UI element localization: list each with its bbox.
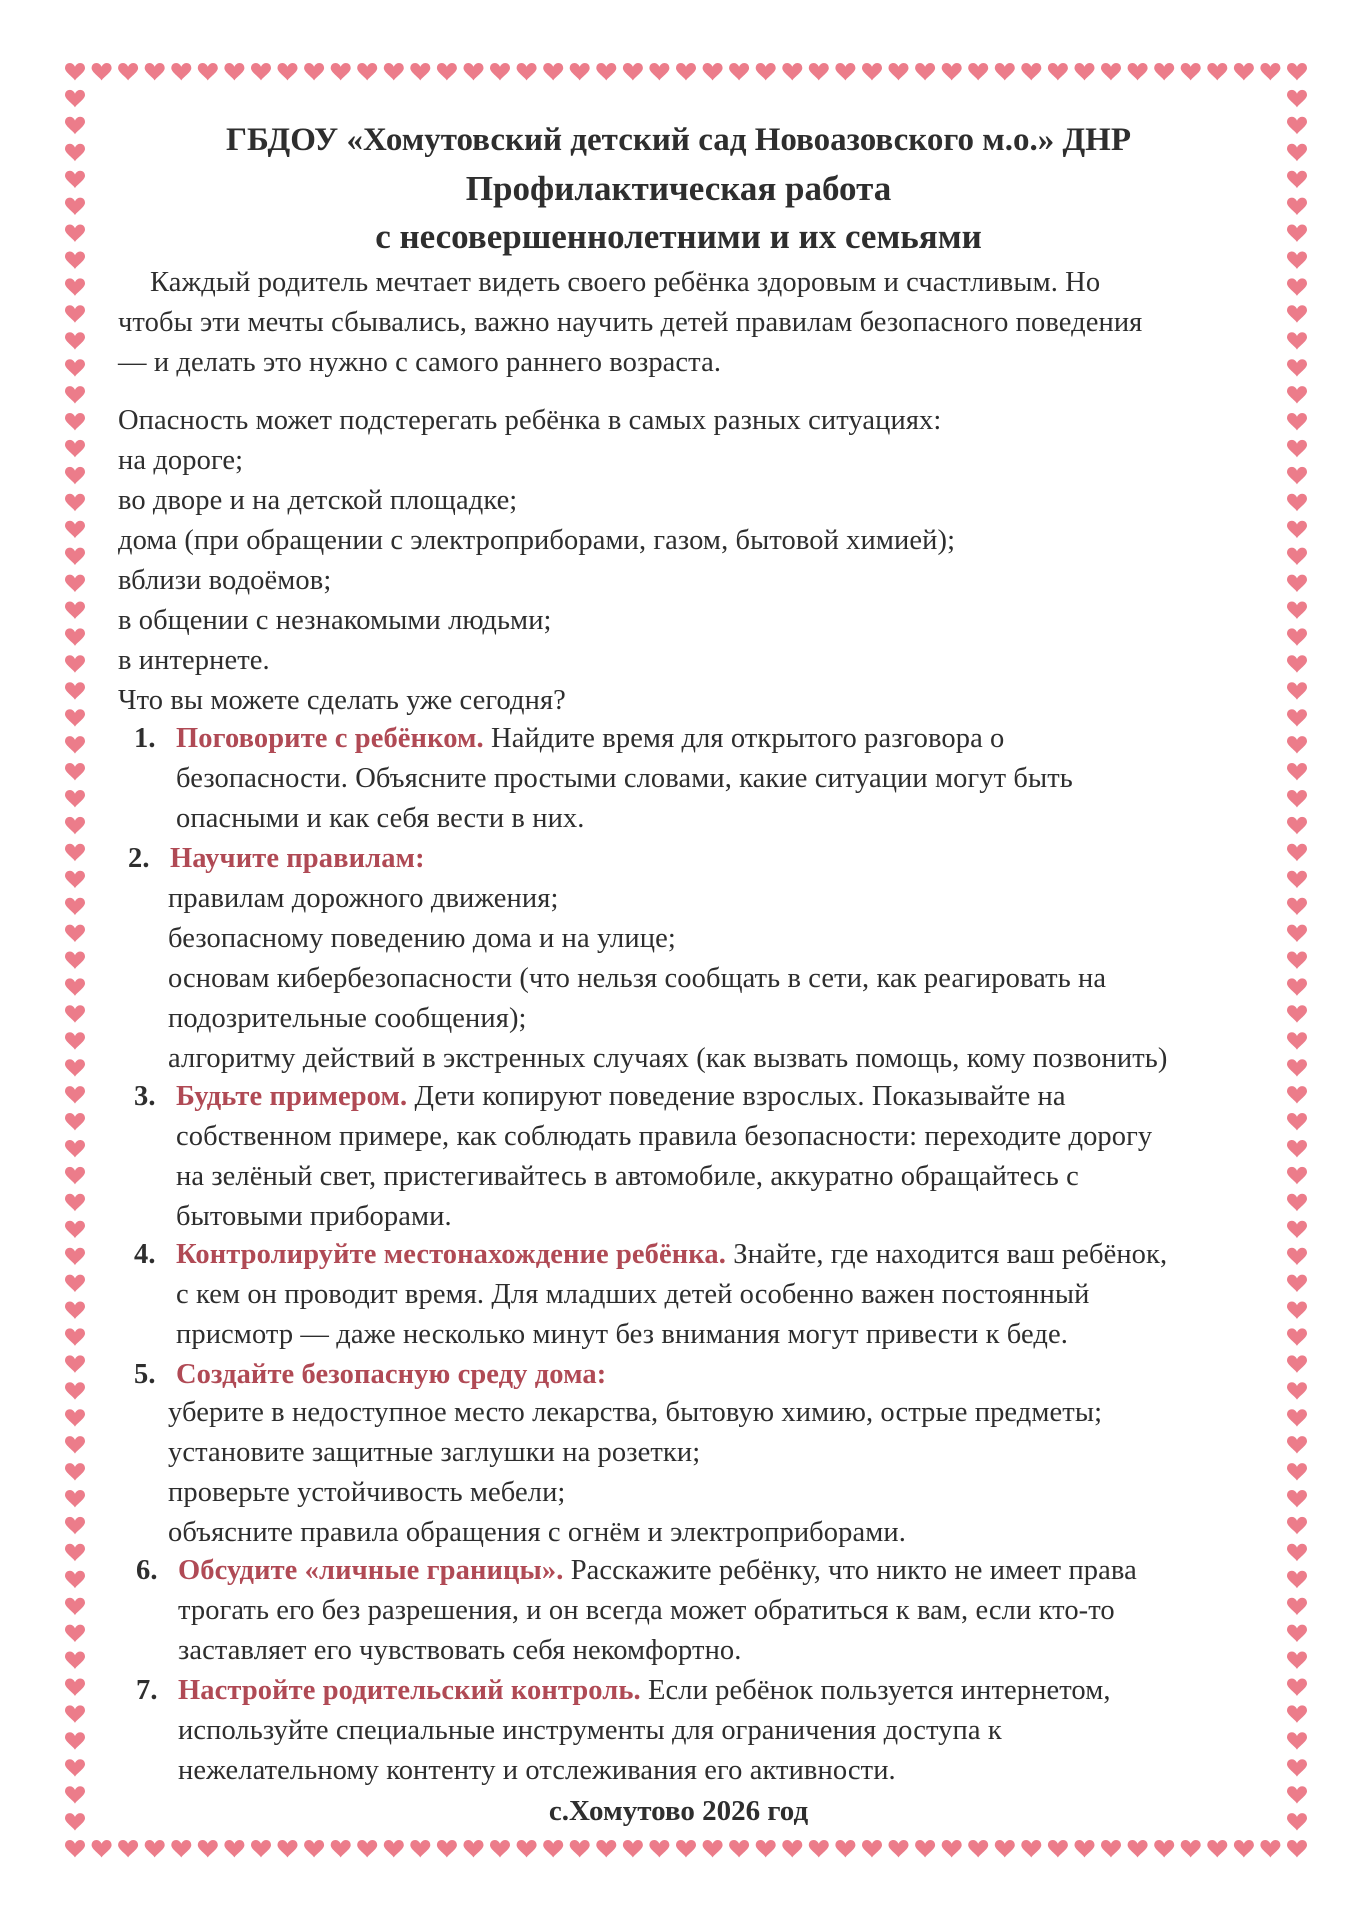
step-text: безопасному поведению дома и на улице; (168, 923, 676, 954)
step-text: уберите в недоступное место лекарства, бытовую химию, острые предметы; (168, 1397, 1103, 1428)
step-title: Создайте безопасную среду дома: (176, 1359, 607, 1390)
step-number: 1. (134, 723, 156, 754)
danger-item: в интернете. (118, 645, 270, 676)
page-title-line2: с несовершеннолетними и их семьями (375, 217, 982, 256)
step-number: 7. (136, 1675, 158, 1706)
step-number: 2. (128, 843, 150, 874)
step-text: Расскажите ребёнку, что никто не имеет права (570, 1555, 1137, 1586)
step-text: Знайте, где находится ваш ребёнок, (733, 1239, 1168, 1270)
dangers-heading: Опасность может подстерегать ребёнка в самых разных ситуациях: (118, 405, 942, 436)
step-text: проверьте устойчивость мебели; (168, 1477, 566, 1508)
step-text: бытовыми приборами. (176, 1201, 452, 1232)
step-text: установите защитные заглушки на розетки; (168, 1437, 701, 1468)
step-5-first-line (134, 1356, 606, 1394)
step-text: объясните правила обращения с огнём и электроприборами. (168, 1517, 906, 1548)
step-text: Дети копируют поведение взрослых. Показывайте на (414, 1081, 1066, 1112)
step-text: безопасности. Объясните простыми словами, какие ситуации могут быть (176, 763, 1073, 794)
step-text: алгоритму действий в экстренных случаях (как вызвать помощь, кому позвонить) (168, 1043, 1168, 1074)
step-text: нежелательному контенту и отслеживания его активности. (178, 1755, 896, 1786)
step-6-first-line (136, 1552, 1137, 1590)
danger-item: в общении с незнакомыми людьми; (118, 605, 552, 636)
step-text: опасными и как себя вести в них. (176, 803, 585, 834)
step-text: на зелёный свет, пристегивайтесь в автомобиле, аккуратно обращайтесь с (176, 1161, 1079, 1192)
danger-item: дома (при обращении с электроприборами, газом, бытовой химией); (118, 525, 956, 556)
step-title: Настройте родительский контроль. (178, 1675, 641, 1706)
danger-item: вблизи водоёмов; (118, 565, 332, 596)
step-text: правилам дорожного движения; (168, 883, 559, 914)
step-title: Будьте примером. (176, 1081, 408, 1112)
intro-line-1: Каждый родитель мечтает видеть своего ребёнка здоровым и счастливым. Но (150, 267, 1101, 298)
step-text: основам кибербезопасности (что нельзя сообщать в сети, как реагировать на (168, 963, 1107, 994)
step-3-first-line (134, 1078, 1066, 1116)
step-text: Если ребёнок пользуется интернетом, (647, 1675, 1111, 1706)
step-text: присмотр — даже несколько минут без внимания могут привести к беде. (176, 1319, 1068, 1350)
step-text: с кем он проводит время. Для младших детей особенно важен постоянный (176, 1279, 1090, 1310)
intro-line-3: — и делать это нужно с самого раннего возраста. (118, 347, 722, 378)
question-line: Что вы можете сделать уже сегодня? (118, 685, 566, 716)
step-number: 5. (134, 1359, 156, 1390)
step-4-first-line (134, 1236, 1167, 1274)
danger-item: во дворе и на детской площадке; (118, 485, 518, 516)
page-title-line1: Профилактическая работа (465, 169, 892, 208)
step-text: заставляет его чувствовать себя некомфортно. (178, 1635, 742, 1666)
step-text: подозрительные сообщения); (168, 1003, 527, 1034)
step-title: Обсудите «личные границы». (178, 1555, 564, 1586)
footer-place-year: с.Хомутово 2026 год (548, 1795, 809, 1827)
step-2-first-line (128, 840, 425, 878)
step-title: Контролируйте местонахождение ребёнка. (176, 1239, 726, 1270)
step-title: Научите правилам: (170, 843, 425, 874)
step-text: используйте специальные инструменты для ограничения доступа к (178, 1715, 1002, 1746)
step-text: трогать его без разрешения, и он всегда может обратиться к вам, если кто-то (178, 1595, 1115, 1626)
step-text: Найдите время для открытого разговора о (491, 723, 1005, 754)
step-number: 4. (134, 1239, 156, 1270)
organization-name: ГБДОУ «Хомутовский детский сад Новоазовского м.о.» ДНР (225, 122, 1132, 158)
step-number: 3. (134, 1081, 156, 1112)
intro-line-2: чтобы эти мечты сбывались, важно научить детей правилам безопасного поведения (118, 307, 1143, 338)
step-7-first-line (136, 1672, 1111, 1710)
step-number: 6. (136, 1555, 158, 1586)
step-1-first-line (134, 720, 1004, 758)
danger-item: на дороге; (118, 445, 244, 476)
step-text: собственном примере, как соблюдать правила безопасности: переходите дорогу (176, 1121, 1153, 1152)
step-title: Поговорите с ребёнком. (176, 723, 484, 754)
